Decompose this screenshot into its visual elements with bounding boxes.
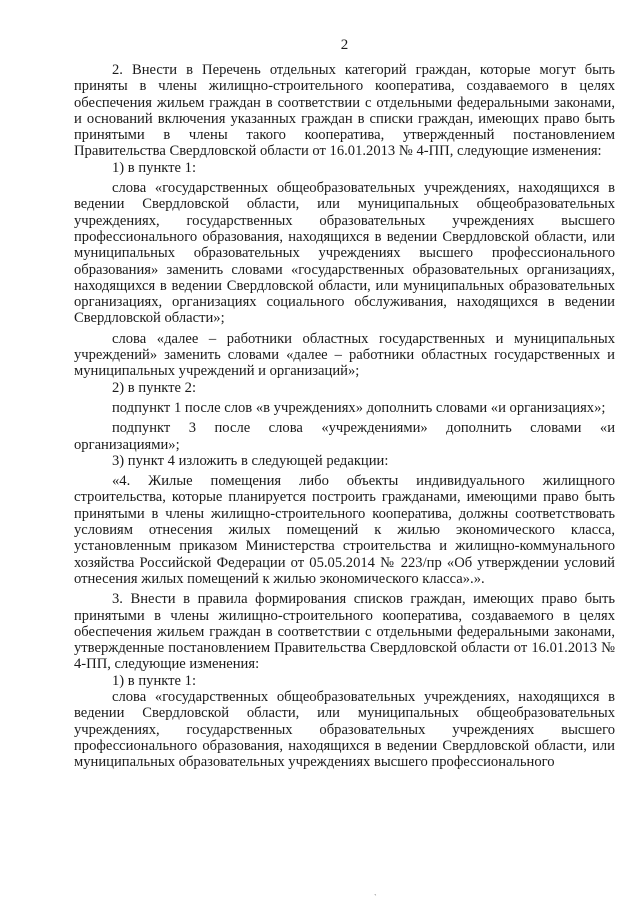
document-body (74, 62, 615, 770)
paragraph-subitem-1: подпункт 1 после слов «в учреждениях» дополнить словами «и организациях»; (112, 399, 606, 416)
paragraph-item-3-heading: 3) пункт 4 изложить в следующей редакции: (112, 452, 389, 469)
paragraph-item-1-heading: 1) в пункте 1: (112, 159, 197, 176)
paragraph-subitem-3: подпункт 3 после слова «учреждениями» дополнить словами «и организациями»; (74, 420, 615, 453)
paragraph-rules-item-1-words: слова «государственных общеобразовательных учреждениях, находящихся в ведении Свердловской области, или муниципальных общеобразовательных учреждениях, государственных образовательных учреждениях высшего профессионального образования, находящихся в ведении Свердловской области, или муниципальных образовательных учреждениях высшего профессионального (74, 688, 615, 771)
paragraph-rules-item-1-heading: 1) в пункте 1: (112, 672, 197, 689)
paragraph-amend-list: 2. Внести в Перечень отдельных категорий граждан, которые могут быть приняты в члены жилищно-строительного кооператива, создаваемого в целях обеспечения жильем граждан в соответствии с отдельными федеральными законами, и оснований включения указанных граждан в списки граждан, имеющих право быть принятыми в члены такого кооператива, утвержденный постановлением Правительства Свердловской области от 16.01.2013 № 4-ПП, следующие изменения: (74, 62, 615, 160)
paragraph-item-1-workers: слова «далее – работники областных государственных и муниципальных учреждений» заменить словами «далее – работники областных государственных и муниципальных учреждений и организаций»; (74, 330, 615, 380)
paragraph-item-1-words: слова «государственных общеобразовательных учреждениях, находящихся в ведении Свердловской области, или муниципальных общеобразовательных учреждениях, государственных образовательных учреждениях высшего профессионального образования, находящихся в ведении Свердловской области, или муниципальных образовательных учреждениях высшего профессионального образования» заменить словами «государственных образовательных организациях, находящихся в ведении Свердловской области, или муниципальных образовательных организациях, организациях социального обслуживания, находящихся в ведении Свердловской области»; (74, 180, 615, 327)
document-page (74, 36, 615, 770)
paragraph-amend-rules: 3. Внести в правила формирования списков граждан, имеющих право быть принятыми в члены жилищно-строительного кооператива, создаваемого в целях обеспечения жильем граждан в соответствии с отдельными федеральными законами, утвержденные постановлением Правительства Свердловской области от 16.01.2013 № 4-ПП, следующие изменения: (74, 591, 615, 673)
paragraph-item-4-new-text: «4. Жилые помещения либо объекты индивидуального жилищного строительства, которые планируется построить гражданами, имеющими право быть принятыми в члены жилищно-строительного кооператива, должны соответствовать условиям отнесения жилых помещений к жилью экономического класса, установленным приказом Министерства строительства и жилищно-коммунального хозяйства Российской Федерации от 05.05.2014 № 223/пр «Об утверждении условий отнесения жилых помещений к жилью экономического класса».». (74, 473, 615, 587)
scan-mark: ˋ (374, 893, 377, 902)
paragraph-item-2-heading: 2) в пункте 2: (112, 379, 197, 396)
page-number: 2 (340, 37, 349, 53)
